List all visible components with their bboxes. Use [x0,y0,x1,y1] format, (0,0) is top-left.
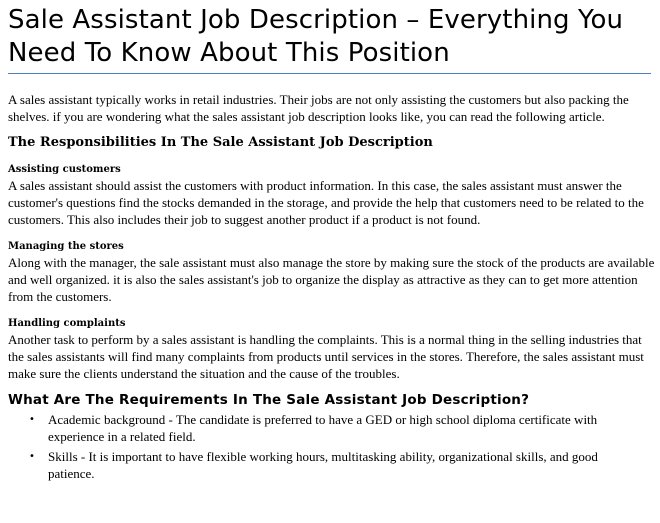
section-body: Along with the manager, the sale assistant must also manage the store by making sure the stock of the products are available and well organized. it is also the sales assistant's job to organize the display as attractive as they can to get more attention from the customers. [8,255,655,304]
intro-paragraph: A sales assistant typically works in retail industries. Their jobs are not only assisting the customers but also packing the shelves. if you are wondering what the sales assistant job description looks like, you can read the following article. [8,92,629,124]
list-item [8,411,643,445]
list-item-text: Academic background - The candidate is preferred to have a GED or high school diploma certificate with experience in a related field. [48,412,598,444]
bullet-icon: • [29,414,35,425]
section-managing-stores [8,240,655,305]
requirements-heading: What Are The Requirements In The Sale Assistant Job Description? [8,392,530,408]
section-body: Another task to perform by a sales assistant is handling the complaints. This is a normal thing in the selling industries that the sales assistants will find many complaints from products until services in the stores. Therefore, the sales assistant must make sure the clients understand the situation and the cause of the troubles. [8,332,644,381]
section-assisting-customers [8,163,652,228]
list-item-text: Skills - It is important to have flexible working hours, multitasking ability, organizational skills, and good patience. [48,449,598,481]
responsibilities-heading: The Responsibilities In The Sale Assistant Job Description [8,135,433,150]
section-heading: Handling complaints [8,318,126,329]
article-title: Sale Assistant Job Description – Everything You Need To Know About This Position [8,4,651,74]
section-heading: Managing the stores [8,241,124,252]
section-heading: Assisting customers [8,164,121,175]
requirements-list [8,411,652,482]
bullet-icon: • [29,451,35,462]
list-item [8,448,643,482]
section-handling-complaints [8,317,652,382]
section-body: A sales assistant should assist the customers with product information. In this case, the sales assistant must answer the customer's questions find the stocks demanded in the storage, and provide the help that customers need to be related to the customers. This also includes their job to suggest another product if a product is not found. [8,178,644,227]
